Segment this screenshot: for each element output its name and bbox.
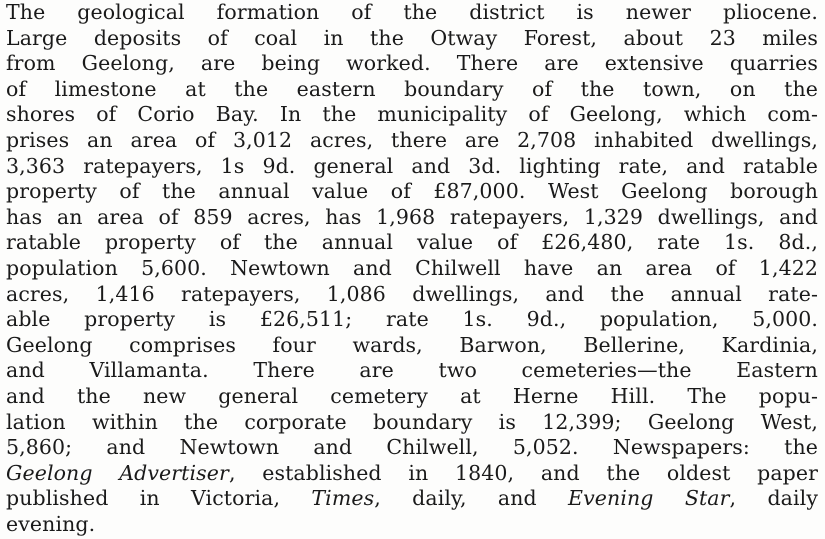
text-line — [6, 256, 818, 282]
text-line — [6, 26, 818, 52]
text-segment: and the new general cemetery at Herne Hill. The popu- — [6, 383, 818, 408]
text-segment: prises an area of 3,012 acres, there are 2,708 inhabited dwellings, — [6, 127, 818, 152]
text-segment: from Geelong, are being worked. There are extensive quarries — [6, 51, 818, 76]
text-segment: has an area of 859 acres, has 1,968 ratepayers, 1,329 dwellings, and — [6, 204, 818, 229]
text-segment: property of the annual value of £87,000. West Geelong borough — [6, 179, 818, 204]
text-segment: lation within the corporate boundary is 12,399; Geelong West, — [6, 409, 818, 434]
text-line — [6, 154, 818, 180]
italic-title: Geelong Advertiser — [6, 460, 229, 485]
text-line — [6, 384, 818, 410]
text-segment: population 5,600. Newtown and Chilwell have an area of 1,422 — [6, 255, 818, 280]
text-line — [6, 333, 818, 359]
text-segment: shores of Corio Bay. In the municipality of Geelong, which com- — [6, 102, 818, 127]
text-line — [6, 102, 818, 128]
text-segment: 5,860; and Newtown and Chilwell, 5,052. Newspapers: the — [6, 435, 818, 460]
text-line — [6, 435, 818, 461]
text-line — [6, 461, 818, 487]
text-line — [6, 486, 818, 512]
text-segment: of limestone at the eastern boundary of the town, on the — [6, 76, 818, 101]
text-segment: able property is £26,511; rate 1s. 9d., population, 5,000. — [6, 307, 818, 332]
text-segment: Geelong comprises four wards, Barwon, Bellerine, Kardinia, — [6, 332, 818, 357]
italic-title: Times — [311, 486, 375, 511]
text-line — [6, 358, 818, 384]
text-line — [6, 307, 818, 333]
text-segment: The geological formation of the district is newer pliocene. — [6, 0, 818, 24]
text-line — [6, 179, 818, 205]
text-segment: acres, 1,416 ratepayers, 1,086 dwellings, and the annual rate- — [6, 281, 818, 306]
text-line — [6, 512, 818, 538]
text-line — [6, 205, 818, 231]
text-segment: evening. — [6, 511, 96, 536]
text-segment: , daily, and — [374, 486, 569, 511]
body-text — [6, 0, 818, 537]
text-segment: published in Victoria, — [6, 486, 312, 511]
text-line — [6, 77, 818, 103]
italic-title: Evening Star — [568, 486, 730, 511]
text-line — [6, 282, 818, 308]
text-segment: and Villamanta. There are two cemeteries—the Eastern — [6, 358, 818, 383]
text-segment: Large deposits of coal in the Otway Forest, about 23 miles — [6, 25, 818, 50]
text-line — [6, 128, 818, 154]
text-line — [6, 51, 818, 77]
text-segment: 3,363 ratepayers, 1s 9d. general and 3d. lighting rate, and ratable — [6, 153, 818, 178]
text-segment: ratable property of the annual value of £26,480, rate 1s. 8d., — [6, 230, 818, 255]
text-line — [6, 410, 818, 436]
text-segment: , established in 1840, and the oldest paper — [228, 460, 818, 485]
text-line — [6, 230, 818, 256]
text-line — [6, 0, 818, 26]
text-segment: , daily — [729, 486, 818, 511]
